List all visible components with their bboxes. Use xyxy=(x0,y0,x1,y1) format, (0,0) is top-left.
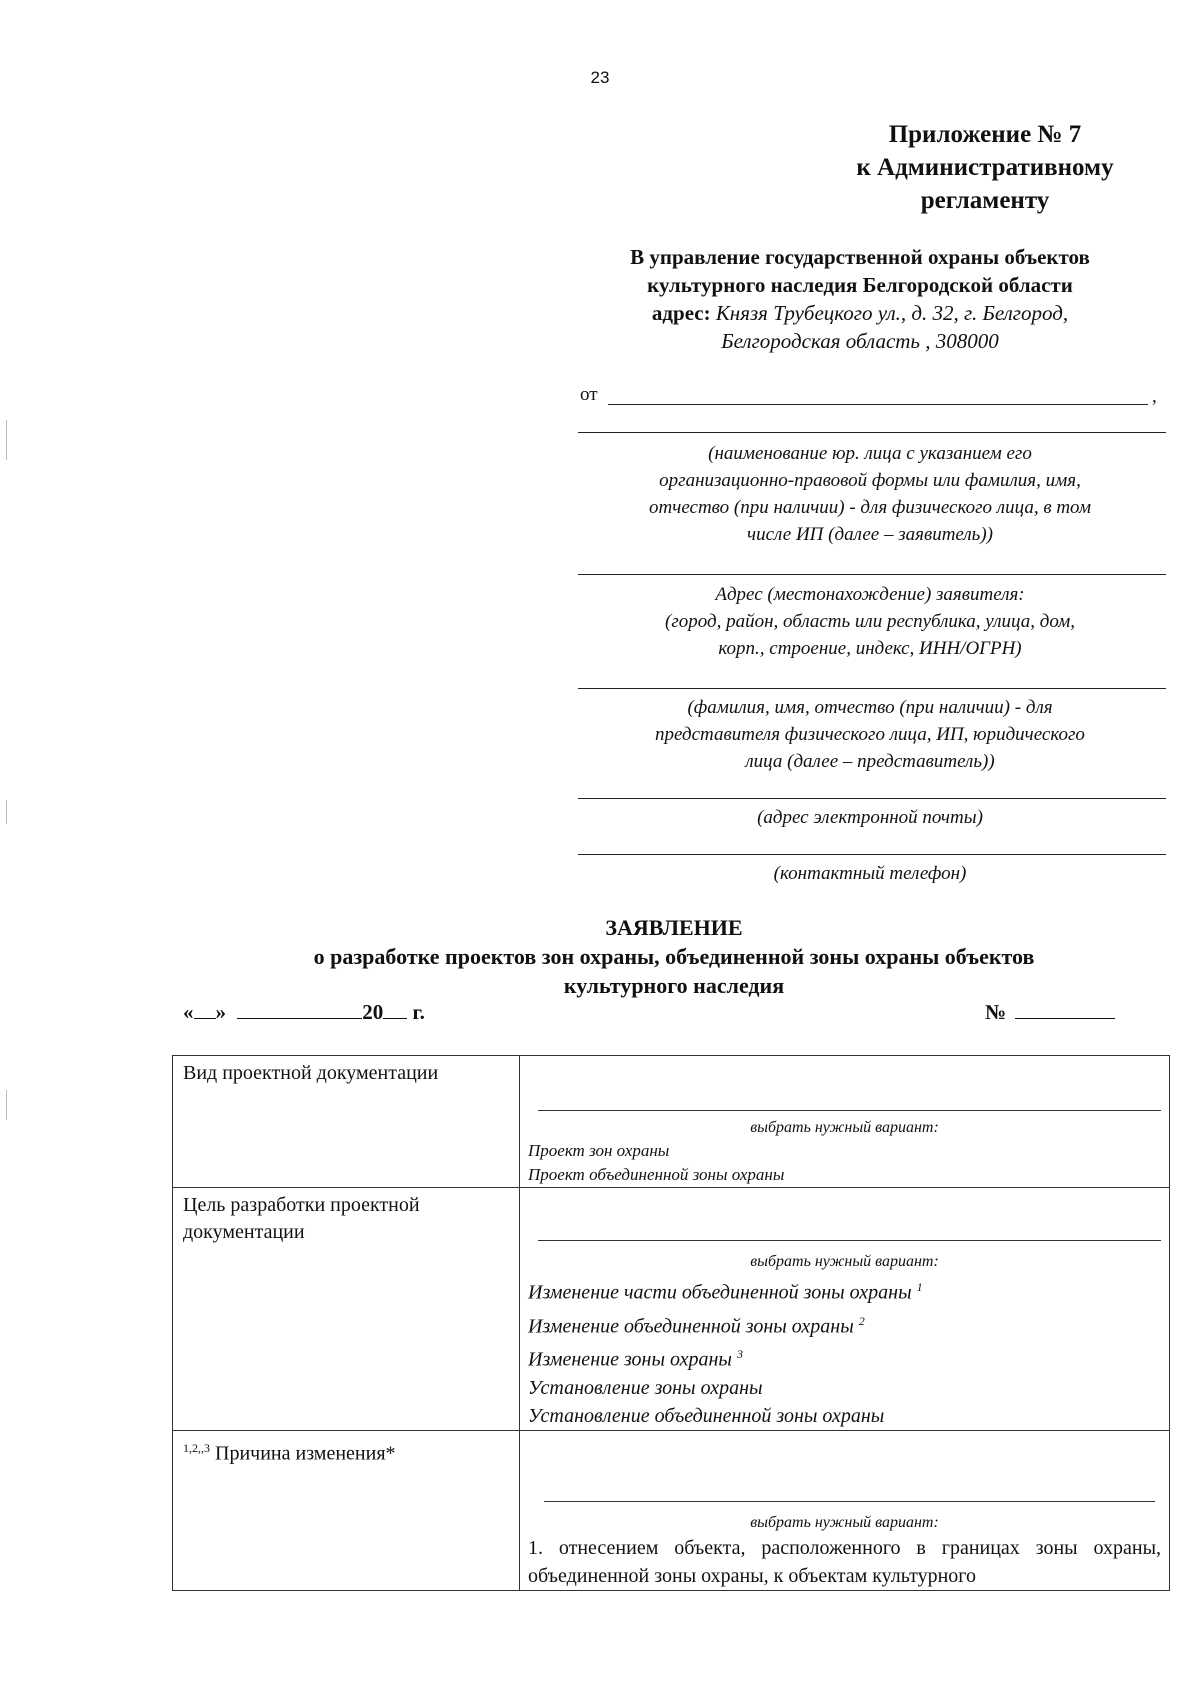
row-label-doc-type: Вид проектной документации xyxy=(173,1056,520,1188)
addressee-block xyxy=(580,243,1140,355)
date-close-quote: » xyxy=(215,1000,226,1024)
year-suffix: г. xyxy=(412,1000,425,1024)
page-number: 23 xyxy=(590,68,610,87)
applicant-fill-line[interactable] xyxy=(578,432,1166,433)
address-note-line-3: корп., строение, индекс, ИНН/ОГРН) xyxy=(718,638,1022,659)
row-label-purpose: Цель разработки проектной документации xyxy=(173,1188,520,1431)
row-label-reason xyxy=(173,1430,520,1590)
option-text: Изменение зоны охраны xyxy=(528,1348,732,1371)
option-text: Установление зоны охраны xyxy=(528,1376,763,1399)
from-field[interactable] xyxy=(580,384,1158,406)
from-fill-line xyxy=(608,404,1148,405)
representative-note-line-1: (фамилия, имя, отчество (при наличии) - для xyxy=(687,697,1053,718)
addressee-line-2: культурного наследия Белгородской области xyxy=(647,273,1073,297)
footnote-mark: 2 xyxy=(858,1313,865,1328)
applicant-note-line-3: отчество (при наличии) - для физического лица, в том xyxy=(649,497,1091,518)
representative-note xyxy=(570,694,1170,775)
statement-title: ЗАЯВЛЕНИЕ xyxy=(605,915,743,940)
addressee-line-1: В управление государственной охраны объектов xyxy=(630,245,1090,269)
choose-hint: выбрать нужный вариант: xyxy=(750,1513,939,1531)
email-note: (адрес электронной почты) xyxy=(757,807,983,828)
address-label: адрес: xyxy=(651,301,711,325)
doc-type-fill-line[interactable] xyxy=(538,1110,1161,1111)
footnote-mark: 3 xyxy=(736,1347,743,1362)
reason-fill-line[interactable] xyxy=(544,1501,1155,1502)
footnote-mark: 1 xyxy=(916,1280,923,1294)
address-fill-line[interactable] xyxy=(578,574,1166,575)
representative-fill-line[interactable] xyxy=(578,688,1166,689)
table-row xyxy=(173,1056,1170,1188)
date-field[interactable] xyxy=(183,1000,425,1025)
reason-label-text: Причина изменения* xyxy=(215,1442,396,1465)
choose-hint: выбрать нужный вариант: xyxy=(750,1119,939,1136)
applicant-note-line-4: числе ИП (далее – заявитель)) xyxy=(747,524,993,545)
applicant-note-line-1: (наименование юр. лица с указанием его xyxy=(708,443,1032,464)
appendix-heading xyxy=(810,118,1160,217)
option-set-zone[interactable] xyxy=(520,1374,1169,1402)
applicant-note xyxy=(570,440,1170,548)
option-set-joint-zone[interactable] xyxy=(520,1402,1169,1430)
option-change-joint-zone[interactable] xyxy=(520,1307,1169,1341)
address-note-line-2: (город, район, область или республика, улица, дом, xyxy=(665,611,1075,632)
number-label: № xyxy=(985,1000,1007,1024)
representative-note-line-2: представителя физического лица, ИП, юридического xyxy=(655,724,1085,745)
year-fill[interactable] xyxy=(383,1000,407,1019)
day-fill[interactable] xyxy=(194,1000,216,1019)
address-note xyxy=(570,581,1170,662)
appendix-line-2: к Административному xyxy=(856,154,1114,181)
date-open-quote: « xyxy=(183,1000,194,1024)
option-change-part-joint-zone[interactable] xyxy=(520,1273,1169,1307)
statement-subtitle-1: о разработке проектов зон охраны, объединенной зоны охраны объектов xyxy=(313,944,1035,969)
statement-subtitle-2: культурного наследия xyxy=(563,973,785,998)
month-fill[interactable] xyxy=(237,1000,362,1019)
scan-mark xyxy=(6,800,7,824)
year-prefix: 20 xyxy=(362,1000,384,1024)
option-change-zone[interactable] xyxy=(520,1340,1169,1374)
option-zones-project[interactable]: Проект зон охраны xyxy=(528,1141,670,1160)
phone-fill-line[interactable] xyxy=(578,854,1166,855)
from-comma: , xyxy=(1152,386,1157,407)
option-text: Установление объединенной зоны охраны xyxy=(528,1404,885,1427)
address-line-2: Белгородская область , 308000 xyxy=(721,329,999,353)
application-form-table xyxy=(172,1055,1170,1591)
reason-option-1[interactable]: 1. отнесением объекта, расположенного в границах зоны охраны, объединенной зоны охраны, к объектам культурного xyxy=(528,1536,1161,1587)
choose-hint: выбрать нужный вариант: xyxy=(750,1253,939,1270)
option-text: Изменение объединенной зоны охраны xyxy=(528,1315,854,1338)
table-row xyxy=(173,1188,1170,1431)
purpose-fill-line[interactable] xyxy=(538,1240,1161,1241)
scan-mark xyxy=(6,1090,7,1120)
scan-mark xyxy=(6,420,7,460)
applicant-note-line-2: организационно-правовой формы или фамилия, имя, xyxy=(659,470,1081,491)
number-fill[interactable] xyxy=(1015,1000,1115,1019)
address-line-1: Князя Трубецкого ул., д. 32, г. Белгород, xyxy=(715,301,1069,325)
footnote-marks: 1,2,,3 xyxy=(183,1440,210,1455)
email-fill-line[interactable] xyxy=(578,798,1166,799)
table-row xyxy=(173,1430,1170,1590)
row-value-doc-type[interactable] xyxy=(520,1056,1170,1188)
phone-note: (контактный телефон) xyxy=(773,863,967,884)
statement-heading xyxy=(0,913,1200,1000)
address-note-line-1: Адрес (местонахождение) заявителя: xyxy=(715,584,1025,605)
from-label: от xyxy=(580,384,598,405)
option-joint-zone-project[interactable]: Проект объединенной зоны охраны xyxy=(528,1165,785,1184)
number-field[interactable] xyxy=(985,1000,1115,1025)
option-text: Изменение части объединенной зоны охраны xyxy=(528,1281,912,1304)
appendix-line-3: регламенту xyxy=(920,187,1050,214)
representative-note-line-3: лица (далее – представитель)) xyxy=(745,751,995,772)
row-value-purpose[interactable] xyxy=(520,1188,1170,1431)
row-value-reason[interactable] xyxy=(520,1430,1170,1590)
appendix-line-1: Приложение № 7 xyxy=(888,121,1082,148)
